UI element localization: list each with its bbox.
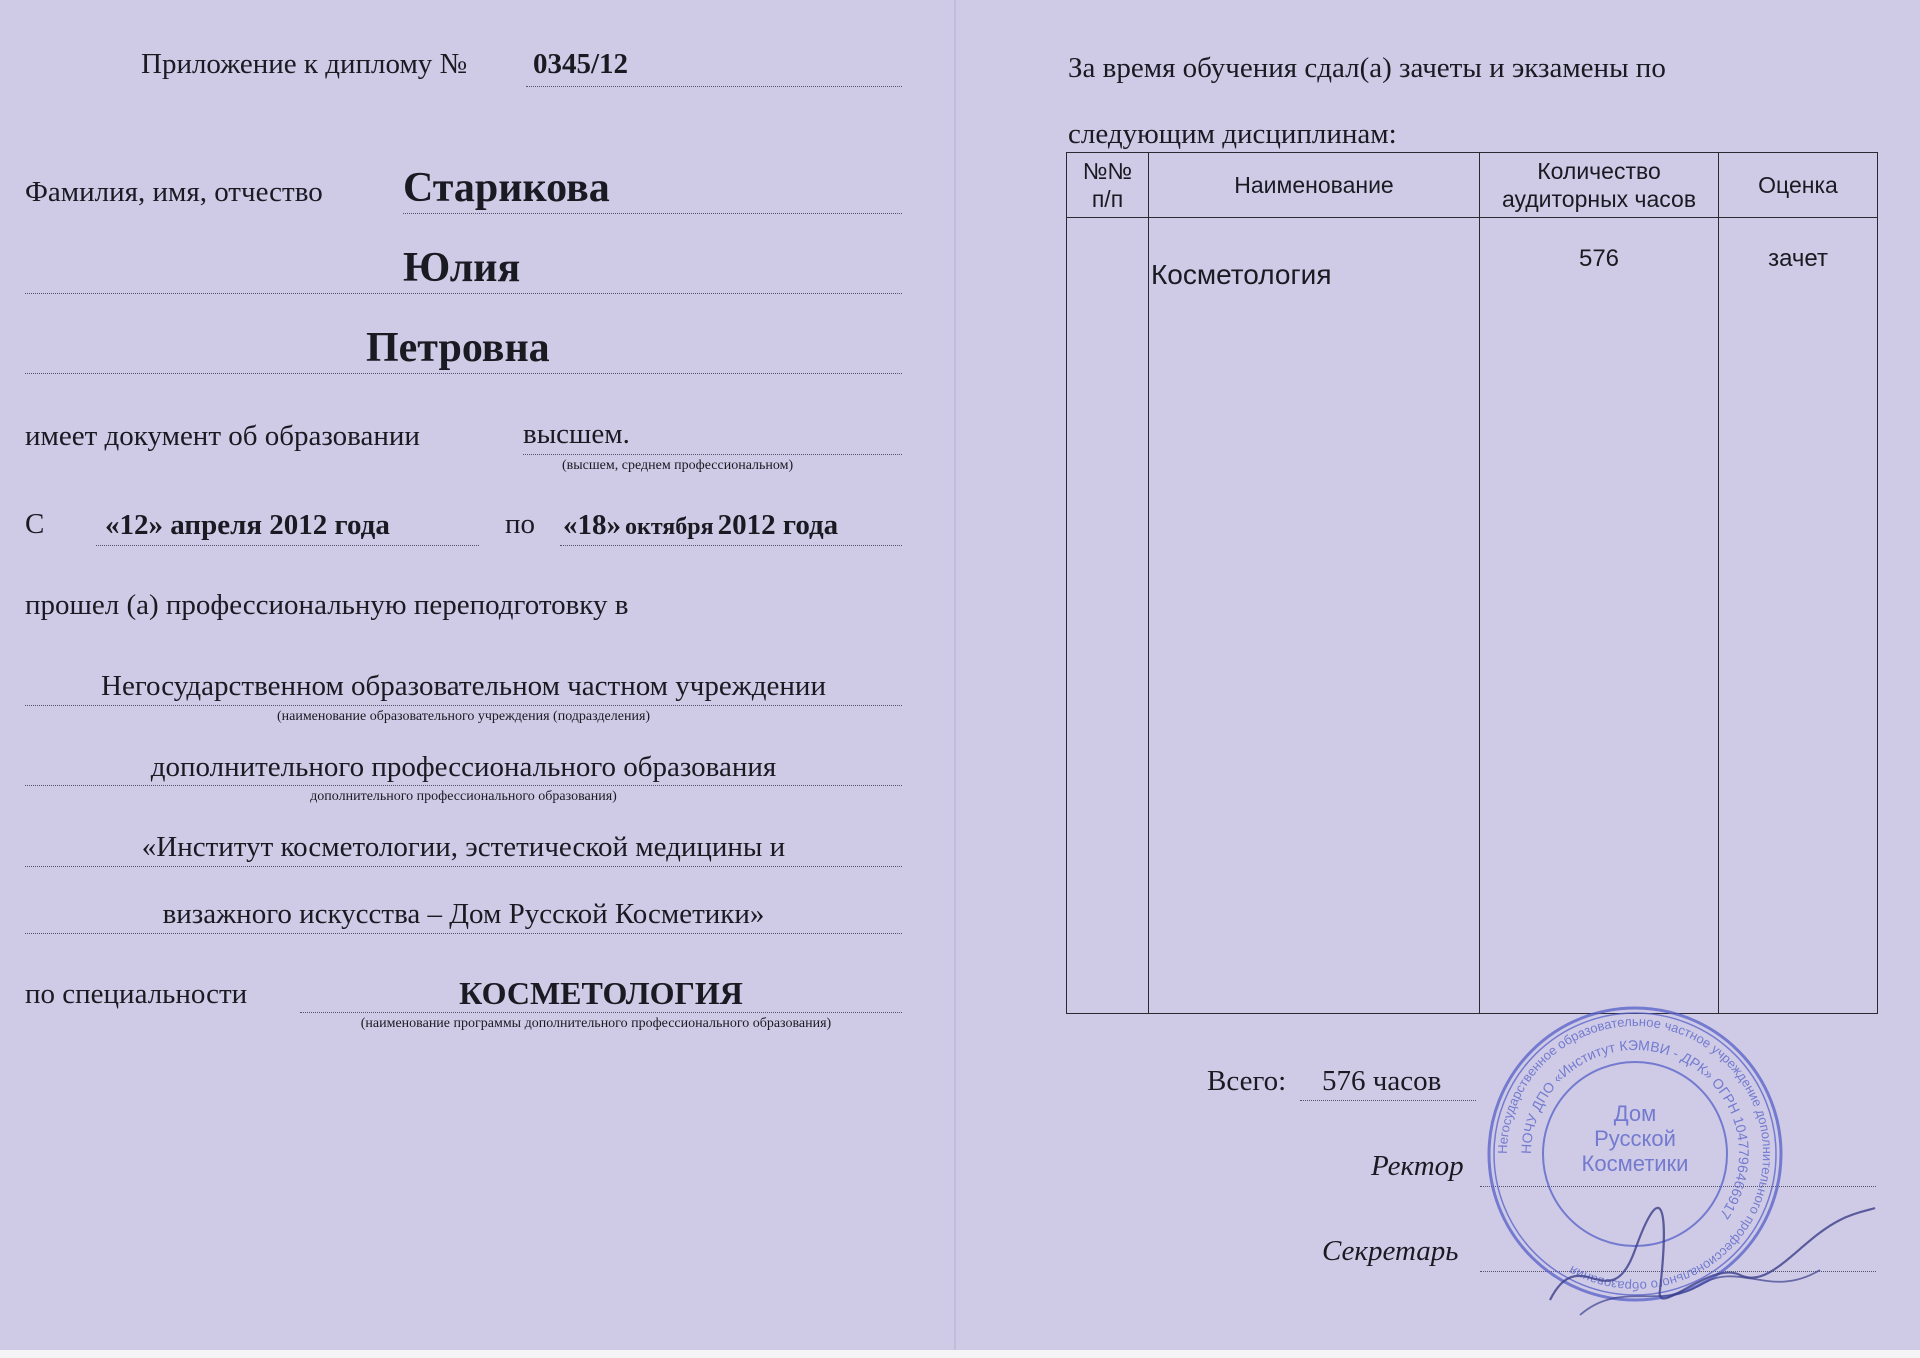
diploma-number-line xyxy=(526,86,902,87)
education-label: имеет документ об образовании xyxy=(25,420,420,452)
fio-label: Фамилия, имя, отчество xyxy=(25,176,323,208)
education-hint: (высшем, среднем профессиональном) xyxy=(562,458,794,473)
stamp-middle-text: НОЧУ ДПО «Институт КЭМВИ - ДРК» ОГРН 1047796466917 xyxy=(1517,1036,1753,1223)
institution-hint-2: дополнительного профессионального образования) xyxy=(310,789,617,804)
total-line xyxy=(1300,1100,1476,1101)
page-fold xyxy=(954,0,956,1350)
institution-line-3: «Институт косметологии, эстетической медицины и xyxy=(141,831,786,863)
table-col-divider xyxy=(1148,153,1149,1013)
surname-line xyxy=(403,213,902,214)
disciplines-table xyxy=(1066,152,1878,1014)
from-date-line xyxy=(96,545,479,546)
education-line xyxy=(523,454,902,455)
to-date-line xyxy=(560,545,902,546)
institution-line-4: визажного искусства – Дом Русской Косметики» xyxy=(162,898,765,930)
to-label: по xyxy=(505,508,536,540)
header-name: Наименование xyxy=(1234,172,1394,198)
specialty-hint: (наименование программы дополнительного профессионального образования) xyxy=(360,1016,832,1031)
intro-line-1: За время обучения сдал(а) зачеты и экзамены по xyxy=(1068,52,1666,84)
institution-line-2-rule xyxy=(25,785,902,786)
specialty-value: КОСМЕТОЛОГИЯ xyxy=(459,975,743,1011)
institution-line-3-rule xyxy=(25,866,902,867)
patronymic: Петровна xyxy=(366,325,550,371)
stamp-outer-text: Негосударственное образовательное частное учреждение дополнительного профессионального образования xyxy=(1494,1013,1776,1295)
institution-line-1-rule xyxy=(25,705,902,706)
retraining-label: прошел (а) профессиональную переподготовку в xyxy=(25,589,629,621)
patronymic-line xyxy=(25,373,902,374)
cell-discipline: Косметология xyxy=(1151,259,1332,290)
table-col-divider xyxy=(1718,153,1719,1013)
to-date: «18» октября 2012 года xyxy=(563,509,839,541)
stamp-center-line-1: Дом xyxy=(1613,1101,1657,1126)
header-hours: Количество аудиторных часов xyxy=(1501,158,1697,212)
institution-hint-1: (наименование образовательного учреждения (подразделения) xyxy=(276,709,651,724)
from-label: С xyxy=(25,508,45,540)
stamp-center-line-3: Косметики xyxy=(1581,1151,1689,1176)
stamp-center-line-2: Русской xyxy=(1594,1126,1676,1151)
specialty-label: по специальности xyxy=(25,978,248,1010)
table-header-divider xyxy=(1067,217,1877,218)
education-value: высшем. xyxy=(523,418,630,450)
institution-line-4-rule xyxy=(25,933,902,934)
intro-line-2: следующим дисциплинам: xyxy=(1068,118,1397,150)
first-name-line xyxy=(25,293,902,294)
scan-edge xyxy=(0,1350,1920,1358)
institution-line-2: дополнительного профессионального образования xyxy=(150,751,777,783)
table-col-divider xyxy=(1479,153,1480,1013)
cell-grade: зачет xyxy=(1768,245,1828,272)
total-value: 576 часов xyxy=(1322,1065,1442,1097)
from-date: «12» апреля 2012 года xyxy=(105,509,390,541)
signature-scribble xyxy=(1540,1180,1880,1330)
header-grade: Оценка xyxy=(1758,172,1838,198)
rector-label: Ректор xyxy=(1371,1150,1464,1182)
first-name: Юлия xyxy=(403,245,521,291)
secretary-label: Секретарь xyxy=(1322,1235,1459,1267)
diploma-label: Приложение к диплому № xyxy=(141,48,468,80)
specialty-line xyxy=(300,1012,902,1013)
total-label: Всего: xyxy=(1207,1065,1287,1097)
surname: Старикова xyxy=(403,165,610,211)
institution-line-1: Негосударственном образовательном частном учреждении xyxy=(101,670,826,702)
cell-hours: 576 xyxy=(1578,245,1620,272)
header-number: №№ п/п xyxy=(1082,158,1133,212)
diploma-number: 0345/12 xyxy=(533,48,629,80)
